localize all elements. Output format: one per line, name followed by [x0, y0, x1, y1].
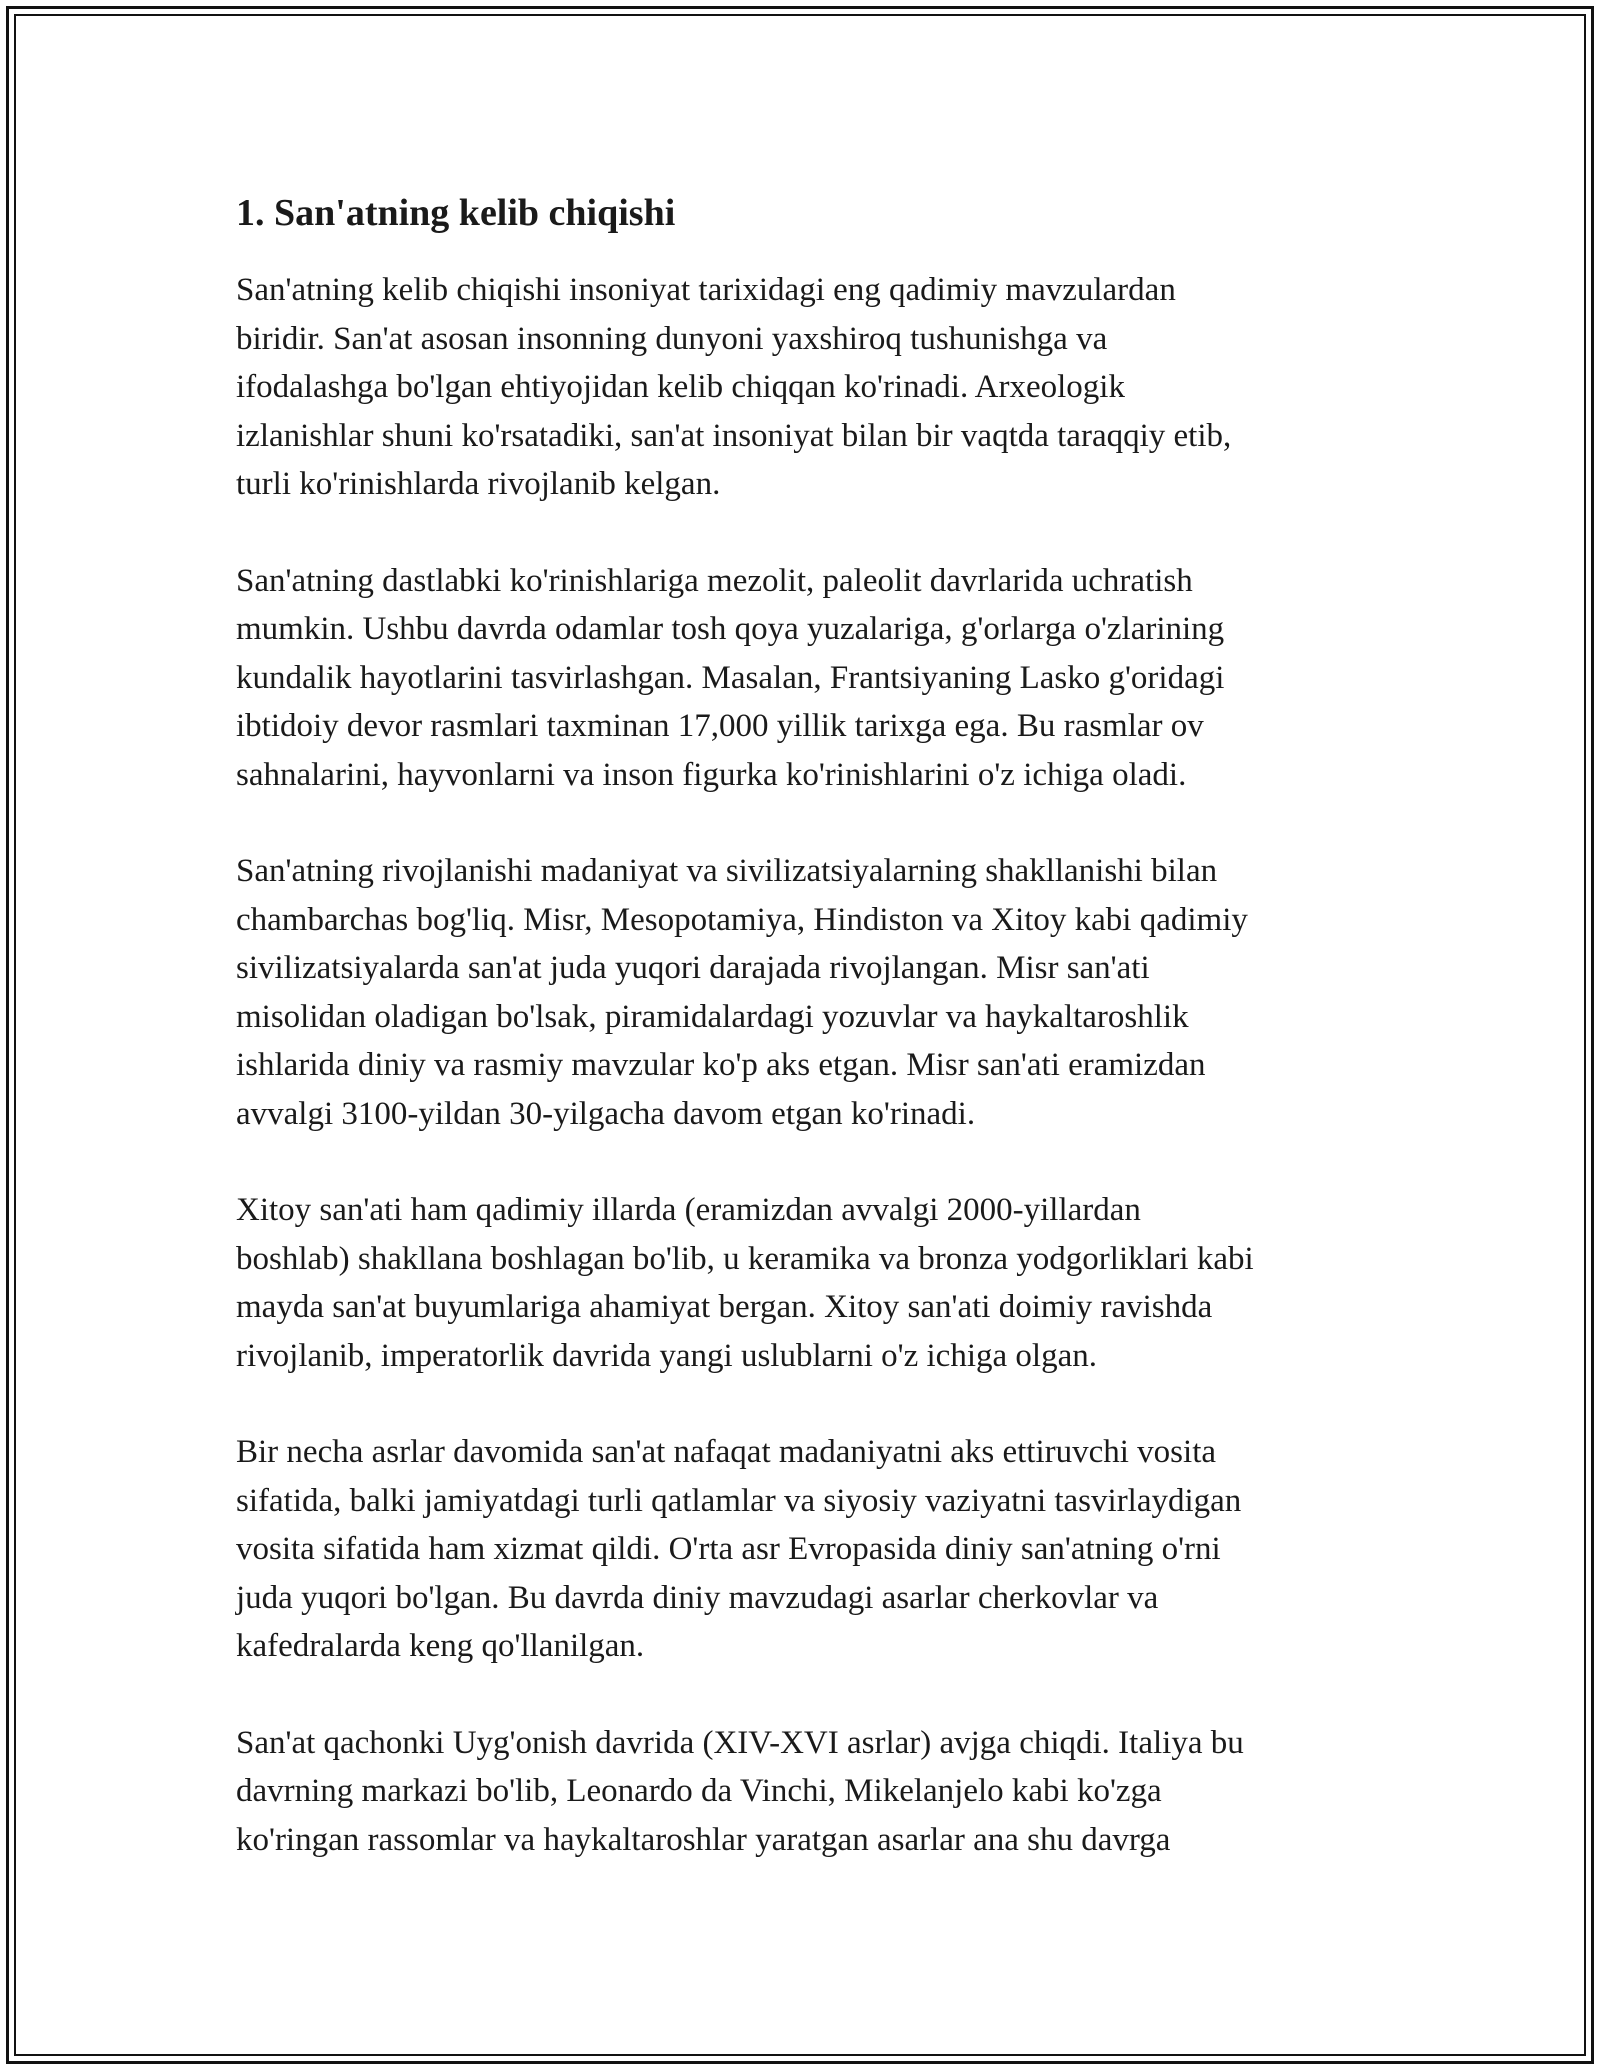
paragraph-3: San'atning rivojlanishi madaniyat va sivilizatsiyalarning shakllanishi bilan chambarchas bog'liq. Misr, Mesopotamiya, Hindiston va Xitoy kabi qadimiy sivilizatsiyalarda san'at juda yuqori darajada rivojlangan. Misr san'ati misolidan oladigan bo'lsak, piramidalardagi yozuvlar va haykaltaroshlik ishlarida diniy va rasmiy mavzular ko'p aks etgan. Misr san'ati eramizdan avvalgi 3100-yildan 30-yilgacha davom etgan ko'rinadi.: [236, 853, 1248, 1132]
paragraph-4: Xitoy san'ati ham qadimiy illarda (eramizdan avvalgi 2000-yillardan boshlab) shakllana boshlagan bo'lib, u keramika va bronza yodgorliklari kabi mayda san'at buyumlariga ahamiyat bergan. Xitoy san'ati doimiy ravishda rivojlanib, imperatorlik davrida yangi uslublarni o'z ichiga olgan.: [236, 1192, 1254, 1374]
document-body: [236, 188, 1376, 1912]
paragraph-6: San'at qachonki Uyg'onish davrida (XIV-XVI asrlar) avjga chiqdi. Italiya bu davrning markazi bo'lib, Leonardo da Vinchi, Mikelanjelo kabi ko'zga ko'ringan rassomlar va haykaltaroshlar yaratgan asarlar ana shu davrga: [236, 1724, 1244, 1858]
paragraph-1: San'atning kelib chiqishi insoniyat tarixidagi eng qadimiy mavzulardan biridir. San'at asosan insonning dunyoni yaxshiroq tushunishga va ifodalashga bo'lgan ehtiyojidan kelib chiqqan ko'rinadi. Arxeologik izlanishlar shuni ko'rsatadiki, san'at insoniyat bilan bir vaqtda taraqqiy etib, turli ko'rinishlarda rivojlanib kelgan.: [236, 272, 1232, 502]
paragraph-5: Bir necha asrlar davomida san'at nafaqat madaniyatni aks ettiruvchi vosita sifatida, balki jamiyatdagi turli qatlamlar va siyosiy vaziyatni tasvirlaydigan vosita sifatida ham xizmat qildi. O'rta asr Evropasida diniy san'atning o'rni juda yuqori bo'lgan. Bu davrda diniy mavzudagi asarlar cherkovlar va kafedralarda keng qo'llanilgan.: [236, 1434, 1242, 1664]
section-heading: 1. San'atning kelib chiqishi: [236, 192, 676, 234]
paragraph-2: San'atning dastlabki ko'rinishlariga mezolit, paleolit davrlarida uchratish mumkin. Ushbu davrda odamlar tosh qoya yuzalariga, g'orlarga o'zlarining kundalik hayotlarini tasvirlashgan. Masalan, Frantsiyaning Lasko g'oridagi ibtidoiy devor rasmlari taxminan 17,000 yillik tarixga ega. Bu rasmlar ov sahnalarini, hayvonlarni va inson figurka ko'rinishlarini o'z ichiga oladi.: [236, 562, 1225, 793]
